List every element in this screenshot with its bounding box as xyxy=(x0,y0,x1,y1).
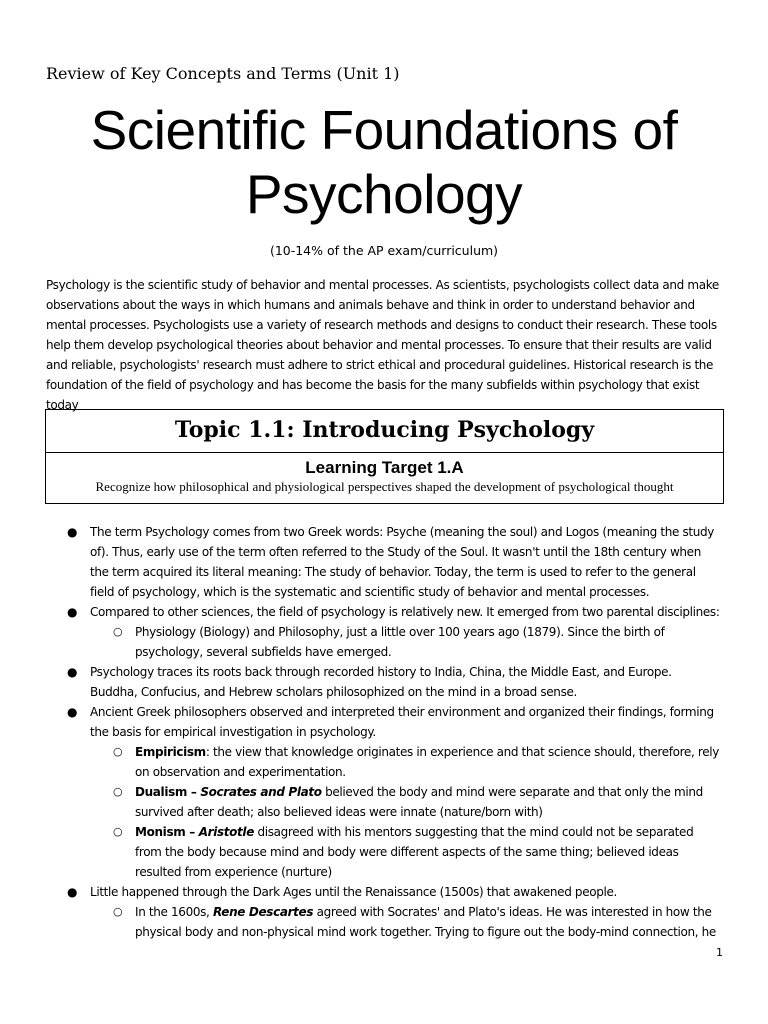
title-line-1: Scientific Foundations of xyxy=(90,99,678,161)
bullet-list xyxy=(0,522,768,942)
list-item xyxy=(0,602,722,622)
sub-bullet-icon: ○ xyxy=(113,745,123,758)
bullet-icon: ● xyxy=(67,885,78,899)
title-line-2: Psychology xyxy=(245,163,523,225)
list-item xyxy=(0,702,722,742)
intro-paragraph: Psychology is the scientific study of behavior and mental processes. As scientists, psychologists collect data and make observations about the ways in which humans and animals behave and think in order to understand behavior and mental processes. Psychologists use a variety of research methods and designs to conduct their research. These tools help them develop psychological theories about behavior and mental processes. To ensure that their results are valid and reliable, psychologists' research must adhere to strict ethical and procedural guidelines. Historical research is the foundation of the field of psychology and has become the basis for the many subfields within psychology that exist today xyxy=(46,278,719,412)
page-title xyxy=(0,98,768,226)
sub-bullet-icon: ○ xyxy=(113,785,123,798)
term-monism: Monism – xyxy=(135,825,199,839)
topic-title: Topic 1.1: Introducing Psychology xyxy=(46,410,723,453)
sub-bullet-icon: ○ xyxy=(113,825,123,838)
list-item-text: In the 1600s, xyxy=(135,905,213,919)
list-item-text: agreed with Socrates' and Plato's ideas. He was interested in how the physical body and non-physical mind work together. Trying to figure out the body-mind connection, he xyxy=(135,905,716,939)
sub-bullet-icon: ○ xyxy=(113,905,123,918)
topic-box xyxy=(45,409,724,504)
list-item-text: Psychology traces its roots back through recorded history to India, China, the Middle East, and Europe. Buddha, Confucius, and Hebrew scholars philosophized on the mind in a broad sense. xyxy=(90,665,672,699)
sub-list-item xyxy=(0,622,723,662)
list-item-text: Little happened through the Dark Ages until the Renaissance (1500s) that awakened people. xyxy=(90,885,617,899)
sub-list-item xyxy=(0,822,723,882)
term-empiricism: Empiricism xyxy=(135,745,206,759)
list-item-text: disagreed with his mentors suggesting that the mind could not be separated from the body because mind and body were different aspects of the same thing; believed ideas resulted from experience (nurture) xyxy=(135,825,694,879)
learning-target-description: Recognize how philosophical and physiological perspectives shaped the development of psychological thought xyxy=(95,479,674,494)
sub-list-item xyxy=(0,742,723,782)
list-item-text: Compared to other sciences, the field of psychology is relatively new. It emerged from two parental disciplines: xyxy=(90,605,720,619)
exam-weight: (10-14% of the AP exam/curriculum) xyxy=(269,243,499,258)
learning-target-title: Learning Target 1.A xyxy=(305,458,464,477)
list-item-text: The term Psychology comes from two Greek words: Psyche (meaning the soul) and Logos (meaning the study of). Thus, early use of the term often referred to the Study of the Soul. It wasn't until the 18th century when the term acquired its literal meaning: The study of behavior. Today, the term is used to refer to the general field of psychology, which is the systematic and scientific study of behavior and mental processes. xyxy=(90,525,714,599)
monism-philosopher: Aristotle xyxy=(198,825,254,839)
bullet-icon: ● xyxy=(67,705,78,719)
list-item xyxy=(0,522,722,602)
bullet-icon: ● xyxy=(67,665,78,679)
sub-list-item xyxy=(0,902,723,942)
sub-list-item xyxy=(0,782,723,822)
dualism-philosophers: Socrates and Plato xyxy=(200,785,322,799)
bullet-icon: ● xyxy=(67,525,78,539)
descartes-name: Rene Descartes xyxy=(213,905,314,919)
term-dualism: Dualism – xyxy=(135,785,201,799)
list-item xyxy=(0,662,722,702)
list-item xyxy=(0,882,722,902)
bullet-icon: ● xyxy=(67,605,78,619)
page-number: 1 xyxy=(716,946,723,959)
list-item-text: Ancient Greek philosophers observed and interpreted their environment and organized their findings, forming the basis for empirical investigation in psychology. xyxy=(90,705,714,739)
review-heading: Review of Key Concepts and Terms (Unit 1) xyxy=(46,64,400,83)
list-item-text: Physiology (Biology) and Philosophy, just a little over 100 years ago (1879). Since the birth of psychology, several subfields have emerged. xyxy=(135,625,665,659)
sub-bullet-icon: ○ xyxy=(113,625,123,638)
list-item-text: : the view that knowledge originates in experience and that science should, therefore, rely on observation and experimentation. xyxy=(135,745,719,779)
list-item-text: believed the body and mind were separate and that only the mind survived after death; also believed ideas were innate (nature/born with) xyxy=(135,785,703,819)
